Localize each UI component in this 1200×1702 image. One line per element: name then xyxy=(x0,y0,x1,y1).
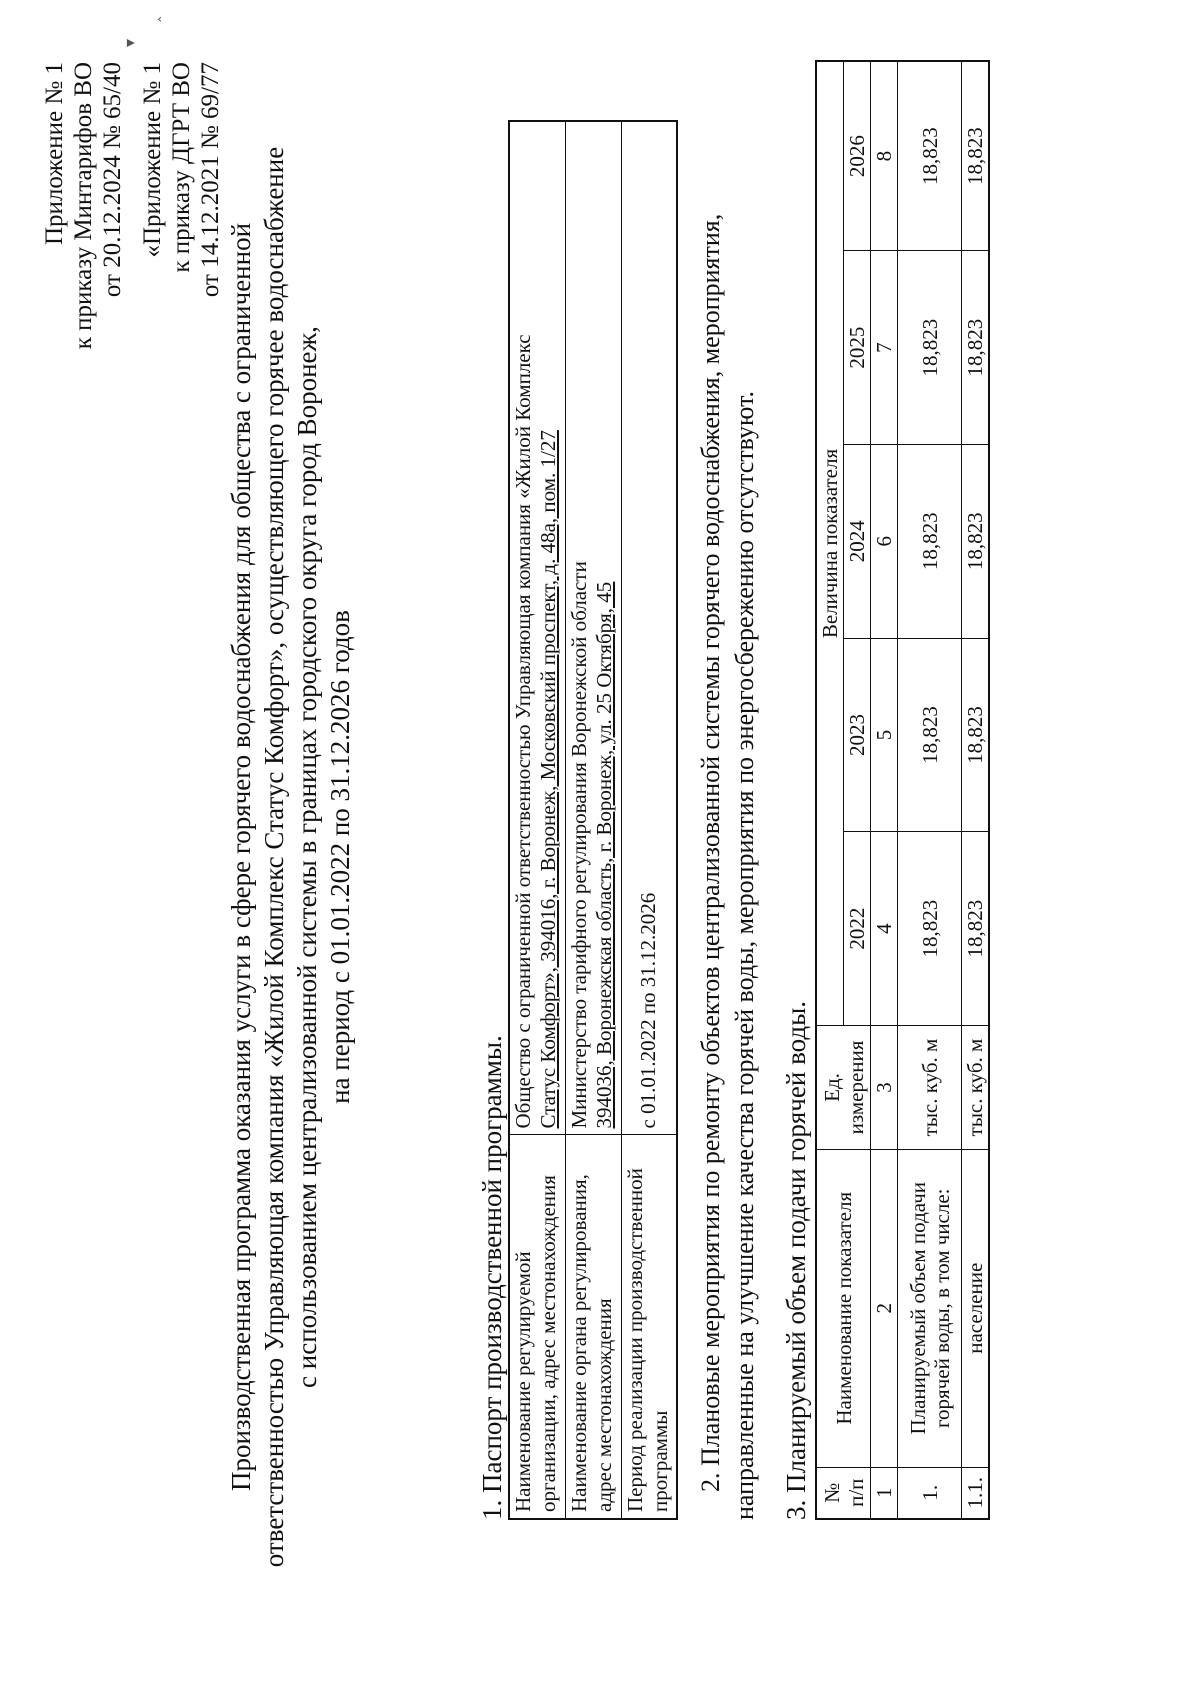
row-value: 18,823 xyxy=(962,61,990,251)
appendix-old xyxy=(138,62,225,502)
row-unit: тыс. куб. м xyxy=(898,1026,962,1150)
header-year: 2023 xyxy=(844,638,871,832)
volume-table xyxy=(815,60,990,1520)
col-number: 4 xyxy=(871,832,898,1026)
row-unit: тыс. куб. м xyxy=(962,1026,990,1150)
row-num: 1.1. xyxy=(962,1467,990,1519)
header-year: 2022 xyxy=(844,832,871,1026)
col-number: 3 xyxy=(871,1026,898,1150)
table-header-row xyxy=(816,61,844,1519)
row-value: 18,823 xyxy=(962,638,990,832)
passport-value-line2: Статус Комфорт», 394016, г. Воронеж, Московский проспект, д. 48а, пом. 1/27 xyxy=(536,430,560,1129)
passport-row xyxy=(509,121,565,1519)
program-title xyxy=(225,77,357,1637)
title-line4: на период с 01.01.2022 по 31.12.2026 годов xyxy=(325,610,355,1104)
row-value: 18,823 xyxy=(898,61,962,251)
col-number: 1 xyxy=(871,1467,898,1519)
row-value: 18,823 xyxy=(962,832,990,1026)
row-value: 18,823 xyxy=(898,444,962,638)
row-value: 18,823 xyxy=(898,638,962,832)
passport-table xyxy=(508,120,678,1520)
appendix-old-line1: «Приложение № 1 xyxy=(139,62,166,258)
appendix-new-line2: к приказу Минтарифов ВО xyxy=(70,62,97,350)
row-name: Планируемый объем подачи горячей воды, в том числе: xyxy=(898,1149,962,1467)
col-number: 2 xyxy=(871,1149,898,1467)
passport-label: Наименование регулируемой организации, адрес местонахождения xyxy=(509,1135,565,1519)
passport-value-line2: 394036, Воронежская область, г. Воронеж, ул. 25 Октября, 45 xyxy=(591,581,616,1129)
section2-line1: 2. Плановые мероприятия по ремонту объектов централизованной системы горячего водоснабжения, мероприятия, xyxy=(696,213,725,1492)
appendix-new xyxy=(40,62,127,502)
section2-line2: направленные на улучшение качества горячей воды, мероприятия по энергосбережению отсутствуют. xyxy=(730,390,759,1520)
col-number: 7 xyxy=(871,251,898,445)
appendix-new-line1: Приложение № 1 xyxy=(41,62,68,246)
scan-mark: ▾ xyxy=(122,38,139,47)
passport-value-line1: с 01.01.2022 по 31.12.2026 xyxy=(636,892,661,1129)
header-year: 2024 xyxy=(844,444,871,638)
passport-row xyxy=(565,121,621,1519)
header-num: № п/п xyxy=(816,1467,871,1519)
table-row xyxy=(898,61,962,1519)
passport-label: Наименование органа регулирования, адрес местонахождения xyxy=(565,1135,621,1519)
header-group: Величина показателя xyxy=(816,61,844,1026)
appendix-old-line3: от 14.12.2021 № 69/77 xyxy=(197,62,224,298)
header-name: Наименование показателя xyxy=(816,1149,871,1467)
row-value: 18,823 xyxy=(962,251,990,445)
passport-value xyxy=(509,121,565,1135)
passport-value-line1: Министерство тарифного регулирования Воронежской области xyxy=(566,561,591,1129)
header-year: 2025 xyxy=(844,251,871,445)
section2-text xyxy=(694,60,762,1520)
table-colnum-row xyxy=(871,61,898,1519)
col-number: 8 xyxy=(871,61,898,251)
header-unit: Ед. измерения xyxy=(816,1026,871,1150)
section1-heading: 1. Паспорт производственной программы. xyxy=(477,1035,507,1520)
col-number: 6 xyxy=(871,444,898,638)
passport-value-line1: Общество с ограниченной ответственностью Управляющая компания «Жилой Комплекс xyxy=(511,334,535,1129)
passport-row xyxy=(621,121,677,1519)
appendix-old-line2: к приказу ДГРТ ВО xyxy=(168,62,195,273)
scan-mark: ‸ xyxy=(144,16,161,22)
title-line2: ответственностью Управляющая компания «Жилой Комплекс Статус Комфорт», осуществляющего горячее водоснабжение xyxy=(259,146,289,1568)
row-value: 18,823 xyxy=(898,832,962,1026)
row-name: население xyxy=(962,1149,990,1467)
passport-label: Период реализации производственной программы xyxy=(621,1135,677,1519)
title-line3: с использованием централизованной системы в границах городского округа город Воронеж, xyxy=(292,326,322,1388)
passport-value xyxy=(621,121,677,1135)
section3-heading: 3. Планируемый объем подачи горячей воды. xyxy=(781,1001,811,1520)
header-year: 2026 xyxy=(844,61,871,251)
title-line1: Производственная программа оказания услуги в сфере горячего водоснабжения для общества с ограниченной xyxy=(226,222,256,1492)
appendix-new-line3: от 20.12.2024 № 65/40 xyxy=(99,62,126,298)
table-row xyxy=(962,61,990,1519)
row-value: 18,823 xyxy=(962,444,990,638)
row-num: 1. xyxy=(898,1467,962,1519)
passport-value xyxy=(565,121,621,1135)
col-number: 5 xyxy=(871,638,898,832)
row-value: 18,823 xyxy=(898,251,962,445)
